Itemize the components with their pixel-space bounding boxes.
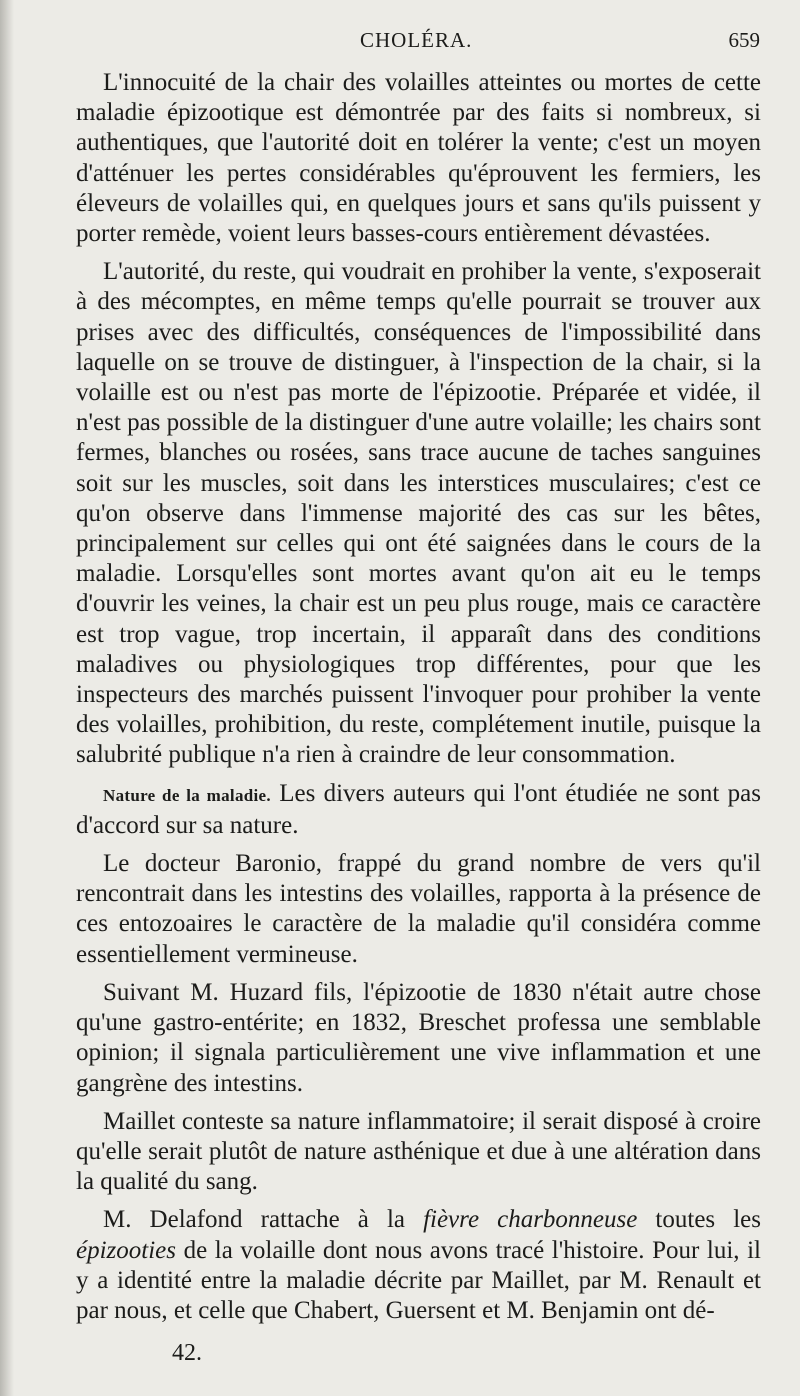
italic-term: fièvre charbonneuse xyxy=(423,1206,638,1234)
paragraph xyxy=(76,257,761,770)
paragraph-text: Les divers auteurs qui l'ont étudiée ne sont pas d'accord sur sa nature. xyxy=(76,779,761,839)
paragraph xyxy=(76,978,761,1099)
paragraph xyxy=(76,68,761,249)
paragraph xyxy=(76,849,761,970)
paragraph-text: Le docteur Baronio, frappé du grand nombre de vers qu'il rencontrait dans les intestins des volailles, rapporta à la présence de ces entozoaires le caractère de la maladie qu'il considéra comme essentiellement vermineuse. xyxy=(76,850,761,968)
page-edge-shadow xyxy=(0,0,14,1396)
running-head: CHOLÉRA. xyxy=(360,28,473,52)
paragraph-segment: de la volaille dont nous avons tracé l'histoire. Pour lui, il y a identité entre la maladie décrite par Maillet, par M. Renault et par nous, et celle que Chabert, Guersent et M. Benjamin ont dé- xyxy=(76,1236,761,1324)
paragraph-text: Suivant M. Huzard fils, l'épizootie de 1830 n'était autre chose qu'une gastro-entérite; en 1832, Breschet professa une semblable opinion; il signala particulièrement une vive inflammation et une gangrène des intestins. xyxy=(76,978,761,1097)
paragraph-text: Maillet conteste sa nature inflammatoire; il serait disposé à croire qu'elle serait plutôt de nature asthénique et due à une altération dans la qualité du sang. xyxy=(76,1107,761,1196)
page-number: 659 xyxy=(728,28,760,52)
paragraph-segment: toutes les xyxy=(637,1206,761,1234)
paragraph-text: L'autorité, du reste, qui voudrait en prohiber la vente, s'exposerait à des mécomptes, en même temps qu'elle pourrait se trouver aux prises avec des difficultés, conséquences de l'impossibilité dans laquelle on se trouve de distinguer, à l'inspection de la chair, si la volaille est ou n'est pas morte de l'épizootie. Préparée et vidée, il n'est pas possible de la distinguer d'une autre volaille; les chairs sont fermes, blanches ou rosées, sans trace aucune de taches sanguines soit sur les muscles, soit dans les interstices musculaires; c'est ce qu'on observe dans l'immense majorité des cas sur les bêtes, principalement sur celles qui ont été saignées dans le cours de la maladie. Lorsqu'elles sont mortes avant qu'on ait eu le temps d'ouvrir les veines, la chair est un peu plus rouge, mais ce caractère est trop vague, trop incertain, il apparaît dans des conditions maladives ou physiologiques trop différentes, pour que les inspecteurs des marchés puissent l'invoquer pour prohiber la vente des volailles, prohibition, du reste, complétement inutile, puisque la salubrité publique n'a rien à craindre de leur consommation. xyxy=(76,258,761,769)
italic-term: épizooties xyxy=(76,1236,176,1264)
paragraph-segment: M. Delafond rattache à la xyxy=(103,1206,424,1234)
paragraph xyxy=(76,1107,761,1198)
body-text xyxy=(76,68,761,1334)
paragraph-text: L'innocuité de la chair des volailles atteintes ou mortes de cette maladie épizootique est démontrée par des faits si nombreux, si authentiques, que l'autorité doit en tolérer la vente; c'est un moyen d'atténuer les pertes considérables qu'éprouvent les fermiers, les éleveurs de volailles qui, en quelques jours et sans qu'ils puissent y porter remède, voient leurs basses-cours entièrement dévastées. xyxy=(76,69,761,248)
page-header xyxy=(100,28,760,64)
section-heading: Nature de la maladie. xyxy=(103,785,271,805)
signature-mark: 42. xyxy=(172,1340,202,1366)
paragraph xyxy=(76,1205,761,1326)
paragraph xyxy=(76,779,761,841)
